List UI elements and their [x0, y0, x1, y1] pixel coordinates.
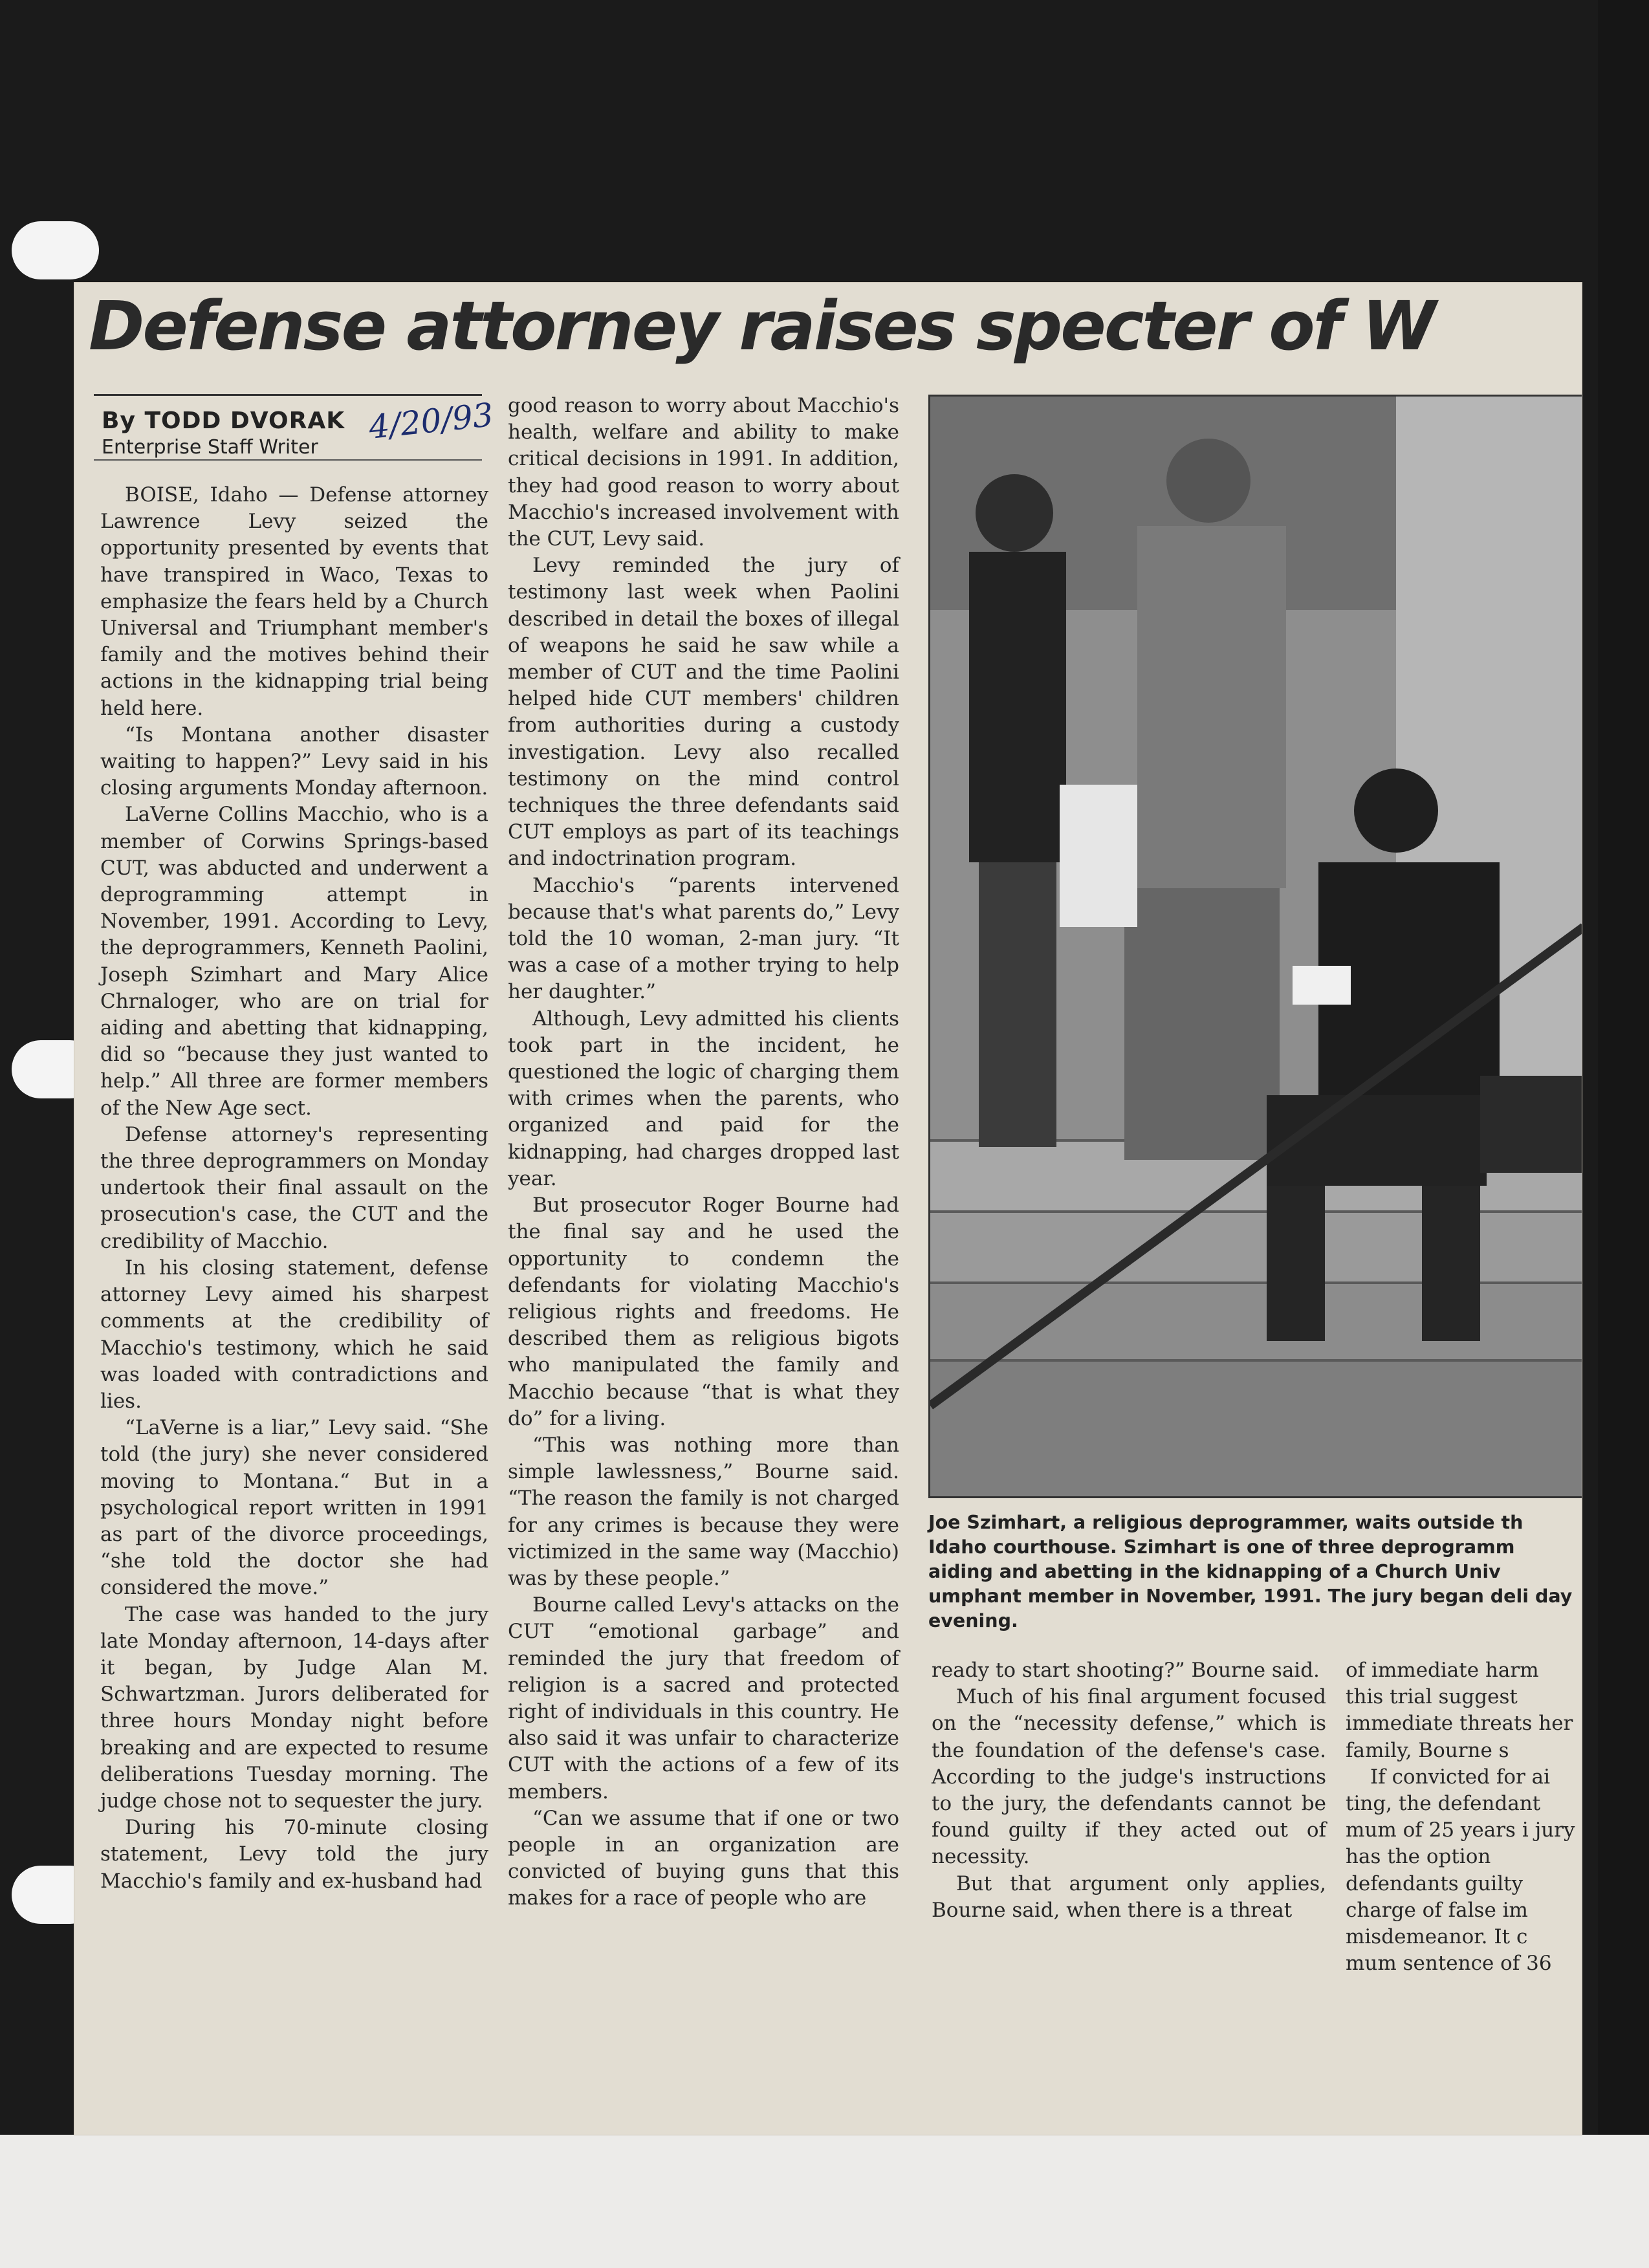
binder-hole-top [12, 221, 99, 279]
paragraph: But that argument only applies, Bourne said, when there is a threat [932, 1871, 1326, 1922]
paragraph: “Is Montana another disaster waiting to happen?” Levy said in his closing arguments Monday afternoon. [100, 723, 488, 800]
paragraph: “This was nothing more than simple lawlessness,” Bourne said. “The reason the family is not charged for any crimes is because they were victimized in the same way (Macchio) was by these people.” [508, 1433, 899, 1590]
headline: Defense attorney raises specter of W [89, 287, 1434, 365]
photo-illustration [930, 397, 1582, 1496]
article-column-4 [1346, 1657, 1582, 1977]
paragraph: If convicted for ai ting, the defendant mum of 25 years i jury has the option defendants guilty charge of false im misdemeanor. It c mum sentence of 36 [1346, 1765, 1575, 1976]
byline-author: By TODD DVORAK [102, 408, 345, 434]
handwritten-date: 4/20/93 [367, 396, 496, 446]
paragraph: Much of his final argument focused on the “necessity defense,” which is the foundation of the defense's case. According to the judge's instructions to the jury, the defendants cannot be found guilty if they acted out of necessity. [932, 1685, 1326, 1869]
paragraph: ready to start shooting?” Bourne said. [932, 1659, 1320, 1682]
paragraph: The case was handed to the jury late Monday afternoon, 14-days after it began, by Judge Alan M. Schwartzman. Jurors deliberated for three hours Monday night before breaking and are expected to resume deliberations Tuesday morning. The judge chose not to sequester the jury. [100, 1602, 488, 1813]
paragraph: BOISE, Idaho — Defense attorney Lawrence Levy seized the opportunity presented by events that have transpired in Waco, Texas to emphasize the fears held by a Church Universal and Triumphant member's family and the motives behind their actions in the kidnapping trial being held here. [100, 483, 488, 720]
newspaper-clipping [74, 283, 1582, 2135]
article-column-3 [932, 1657, 1326, 1924]
paragraph: In his closing statement, defense attorney Levy aimed his sharpest comments at the credibility of Macchio's testimony, which he said was loaded with contradictions and lies. [100, 1256, 488, 1413]
paragraph: Bourne called Levy's attacks on the CUT “emotional garbage” and reminded the jury that freedom of religion is a sacred and protected right of individuals in this country. He also said it was unfair to characterize CUT with the actions of a few of its members. [508, 1593, 899, 1804]
background-right-strip [1598, 0, 1649, 2135]
paragraph: of immediate harm this trial suggest immediate threats her family, Bourne s [1346, 1659, 1573, 1762]
paragraph: Although, Levy admitted his clients took part in the incident, he questioned the logic of charging them with crimes when the parents, who organized and paid for the kidnapping, had charges dropped last year. [508, 1007, 899, 1190]
paragraph: Defense attorney's representing the three deprogrammers on Monday undertook their final assault on the prosecution's case, the CUT and the credibility of Macchio. [100, 1122, 488, 1253]
paragraph: Macchio's “parents intervened because that's what parents do,” Levy told the 10 woman, 2-man jury. “It was a case of a mother trying to help her daughter.” [508, 873, 899, 1004]
paragraph: Levy reminded the jury of testimony last week when Paolini described in detail the boxes of illegal of weapons he said he saw while a member of CUT and the time Paolini helped hide CUT members' children from authorities during a custody investigation. Levy also recalled testimony on the mind control techniques the three defendants said CUT employs as part of its teachings and indoctrination program. [508, 554, 899, 871]
article-column-1 [100, 482, 488, 1895]
paragraph: But prosecutor Roger Bourne had the final say and he used the opportunity to condemn the defendants for violating Macchio's religious rights and freedoms. He described them as religious bigots who manipulated the family and Macchio because “that is what they do” for a living. [508, 1194, 899, 1430]
article-column-2 [508, 393, 899, 1912]
courthouse-photo [928, 395, 1582, 1498]
paragraph: “LaVerne is a liar,” Levy said. “She told (the jury) she never considered moving to Montana.“ But in a psychological report written in 1991 as part of the divorce proceedings, “she told the doctor she had considered the move.” [100, 1416, 488, 1600]
scanner-bed-bottom [0, 2135, 1649, 2268]
paragraph: During his 70-minute closing statement, Levy told the jury Macchio's family and ex-husband had [100, 1816, 488, 1893]
paragraph: LaVerne Collins Macchio, who is a member of Corwins Springs-based CUT, was abducted and underwent a deprogramming attempt in November, 1991. According to Levy, the deprogrammers, Kenneth Paolini, Joseph Szimhart and Mary Alice Chrnaloger, who are on trial for aiding and abetting that kidnapping, did so “because they just wanted to help.” All three are former members of the New Age sect. [100, 803, 488, 1120]
photo-caption: Joe Szimhart, a religious deprogrammer, waits outside th Idaho courthouse. Szimhart is one of three deprogramm aiding and abetting in the kidnapping of a Church Univ umphant member in November, 1991. The jury began deli day evening. [928, 1512, 1573, 1631]
paragraph: good reason to worry about Macchio's health, welfare and ability to make critical decisions in 1991. In addition, they had good reason to worry about Macchio's increased involvement with the CUT, Levy said. [508, 394, 899, 551]
byline-title: Enterprise Staff Writer [102, 436, 318, 459]
paragraph: “Can we assume that if one or two people in an organization are convicted of buying guns that this makes for a race of people who are [508, 1806, 899, 1910]
